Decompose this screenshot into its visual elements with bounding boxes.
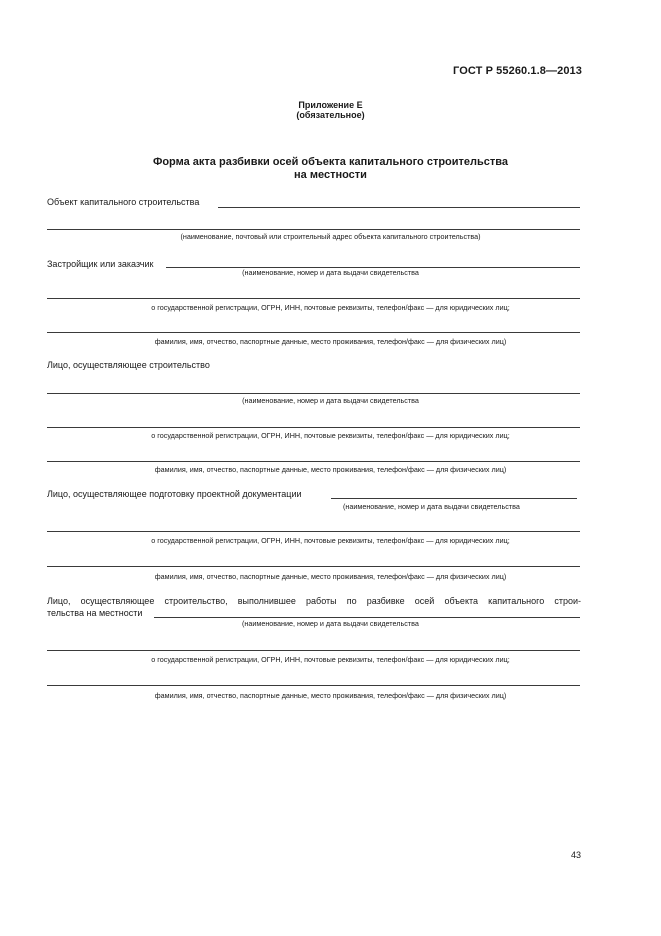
- object-label: Объект капитального строительства: [47, 197, 200, 207]
- designer-name-line[interactable]: [331, 498, 577, 499]
- form-title: Форма акта разбивки осей объекта капитального строительства: [152, 156, 509, 168]
- builder-name-line[interactable]: [47, 393, 580, 394]
- developer-legal-hint: о государственной регистрации, ОГРН, ИНН, почтовые реквизиты, телефон/факс — для юридических лиц;: [151, 303, 510, 312]
- appendix-status: (обязательное): [296, 110, 365, 120]
- developer-label: Застройщик или заказчик: [47, 259, 154, 269]
- document-code: ГОСТ Р 55260.1.8—2013: [453, 65, 582, 77]
- designer-individual-line[interactable]: [47, 566, 580, 567]
- builder-legal-hint: о государственной регистрации, ОГРН, ИНН, почтовые реквизиты, телефон/факс — для юридических лиц;: [151, 431, 510, 440]
- layout-performer-legal-hint: о государственной регистрации, ОГРН, ИНН, почтовые реквизиты, телефон/факс — для юридических лиц;: [151, 655, 510, 664]
- object-name-line[interactable]: [218, 207, 580, 208]
- builder-cert-hint: (наименование, номер и дата выдачи свидетельства: [242, 396, 419, 405]
- builder-legal-line[interactable]: [47, 427, 580, 428]
- designer-label: Лицо, осуществляющее подготовку проектной документации: [47, 489, 302, 499]
- page-number: 43: [570, 850, 581, 860]
- appendix-title: Приложение Е: [298, 100, 363, 110]
- layout-performer-individual-line[interactable]: [47, 685, 580, 686]
- designer-cert-hint: (наименование, номер и дата выдачи свидетельства: [343, 502, 520, 511]
- designer-legal-hint: о государственной регистрации, ОГРН, ИНН, почтовые реквизиты, телефон/факс — для юридических лиц;: [151, 536, 510, 545]
- form-title-continued: на местности: [294, 169, 367, 181]
- designer-individual-hint: фамилия, имя, отчество, паспортные данные, место проживания, телефон/факс — для физических лиц): [154, 572, 507, 581]
- layout-performer-name-line[interactable]: [154, 617, 580, 618]
- builder-label: Лицо, осуществляющее строительство: [47, 360, 210, 370]
- layout-performer-legal-line[interactable]: [47, 650, 580, 651]
- developer-legal-line[interactable]: [47, 298, 580, 299]
- developer-individual-hint: фамилия, имя, отчество, паспортные данные, место проживания, телефон/факс — для физических лиц): [154, 337, 507, 346]
- builder-individual-hint: фамилия, имя, отчество, паспортные данные, место проживания, телефон/факс — для физических лиц): [154, 465, 507, 474]
- developer-individual-line[interactable]: [47, 332, 580, 333]
- layout-performer-cert-hint: (наименование, номер и дата выдачи свидетельства: [242, 619, 419, 628]
- developer-cert-hint: (наименование, номер и дата выдачи свидетельства: [242, 268, 419, 277]
- layout-performer-individual-hint: фамилия, имя, отчество, паспортные данные, место проживания, телефон/факс — для физических лиц): [154, 691, 507, 700]
- object-address-line[interactable]: [47, 229, 580, 230]
- builder-individual-line[interactable]: [47, 461, 580, 462]
- layout-performer-label: Лицо, осуществляющее строительство, выполнившее работы по разбивке осей объекта капитального строи-: [47, 596, 581, 606]
- designer-legal-line[interactable]: [47, 531, 580, 532]
- object-hint: (наименование, почтовый или строительный адрес объекта капитального строительства): [180, 232, 481, 241]
- layout-performer-label-continued: тельства на местности: [47, 608, 143, 618]
